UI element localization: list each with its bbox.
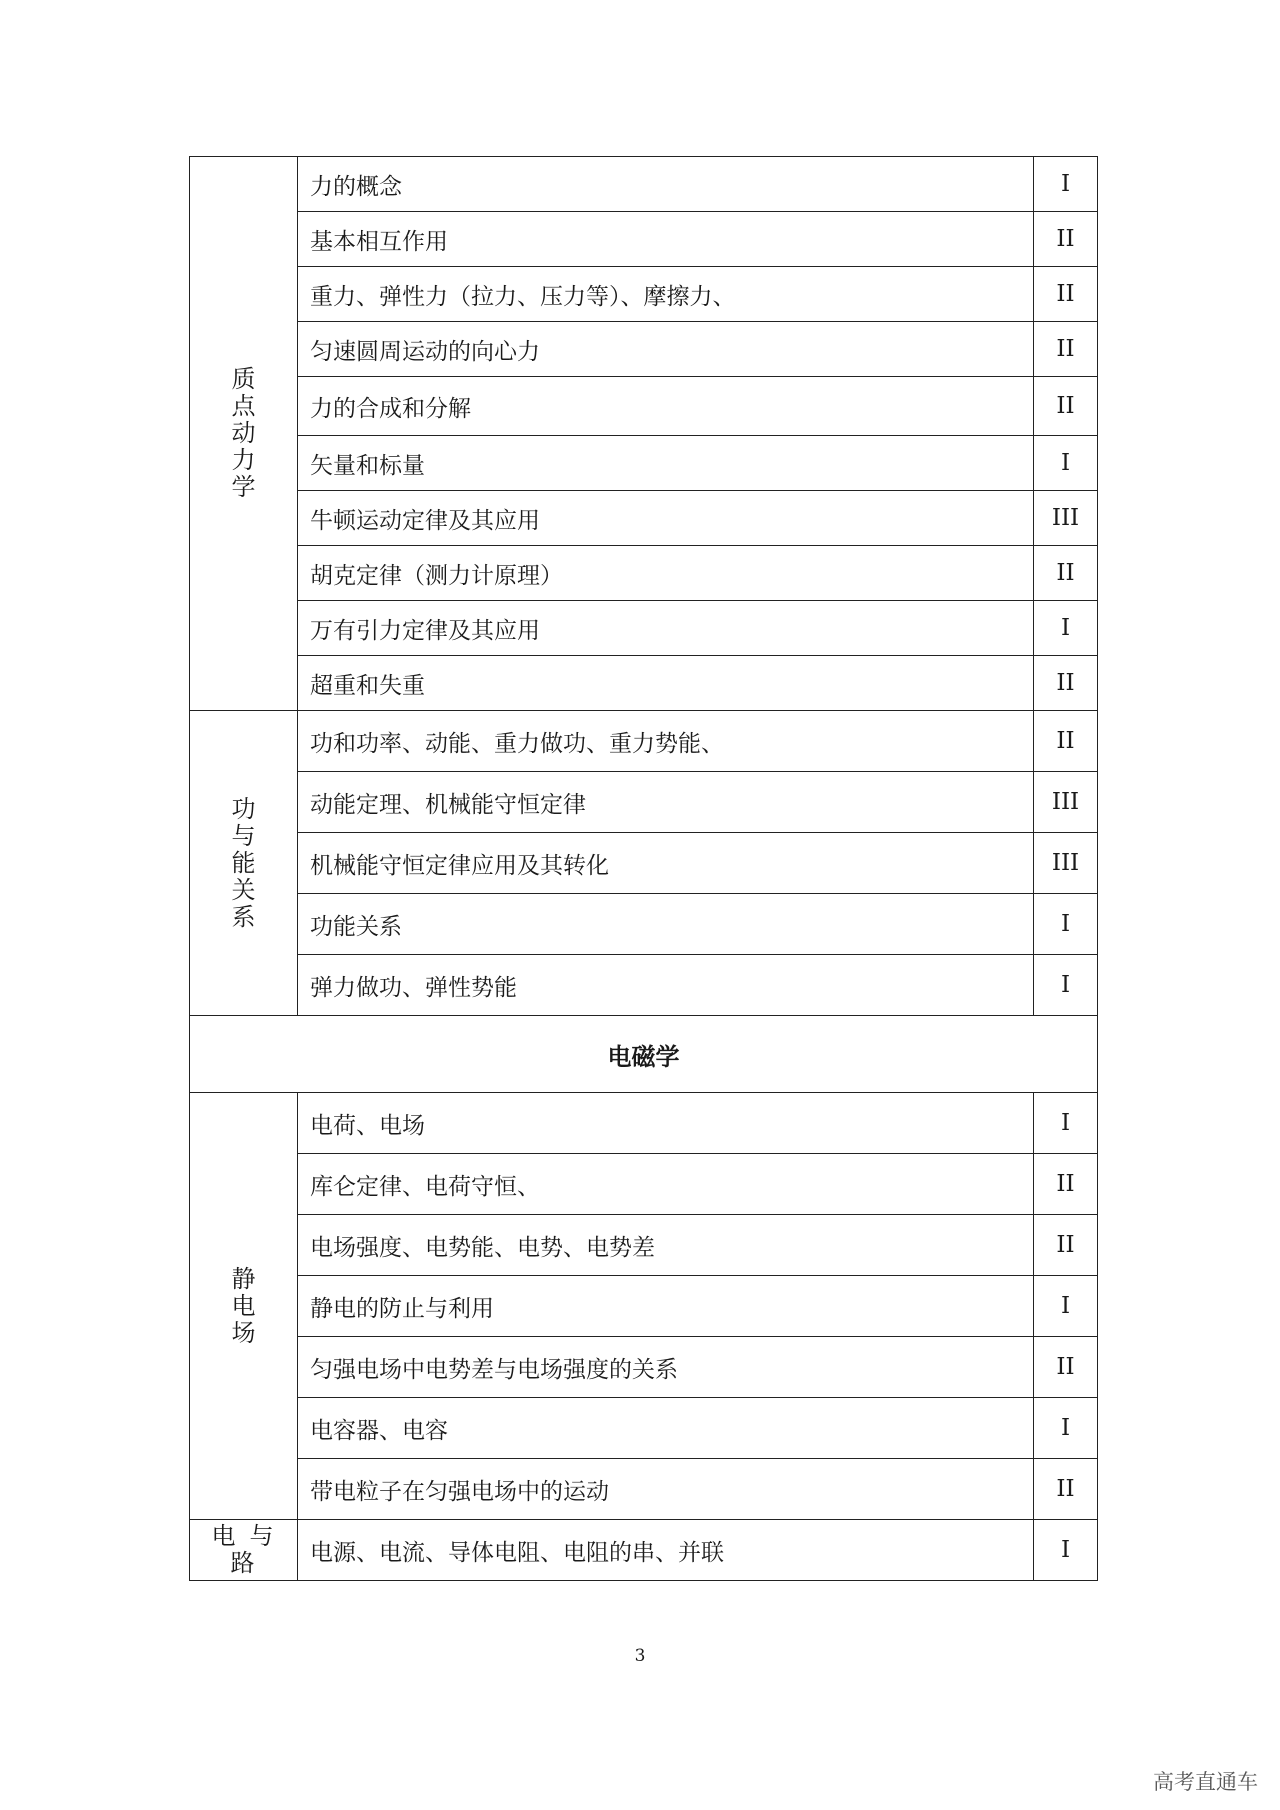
level-cell: II	[1034, 1337, 1098, 1398]
level-cell: II	[1034, 322, 1098, 377]
table-row	[190, 377, 1098, 436]
table-row	[190, 1398, 1098, 1459]
table-row	[190, 1154, 1098, 1215]
item-cell: 库仑定律、电荷守恒、	[298, 1154, 1034, 1215]
level-cell: II	[1034, 546, 1098, 601]
table-row	[190, 1459, 1098, 1520]
table-row	[190, 322, 1098, 377]
level-cell: III	[1034, 833, 1098, 894]
level-cell: II	[1034, 212, 1098, 267]
category-cell: 静电场	[190, 1093, 298, 1520]
section-header-row	[190, 1016, 1098, 1093]
table-row	[190, 833, 1098, 894]
level-cell: II	[1034, 711, 1098, 772]
table-row	[190, 601, 1098, 656]
table-row	[190, 436, 1098, 491]
item-cell: 万有引力定律及其应用	[298, 601, 1034, 656]
table-row	[190, 1276, 1098, 1337]
item-cell: 牛顿运动定律及其应用	[298, 491, 1034, 546]
item-cell: 匀速圆周运动的向心力	[298, 322, 1034, 377]
level-cell: III	[1034, 491, 1098, 546]
level-cell: I	[1034, 1520, 1098, 1581]
level-cell: I	[1034, 1398, 1098, 1459]
page-number: 3	[634, 1646, 646, 1666]
table-row	[190, 894, 1098, 955]
level-cell: I	[1034, 894, 1098, 955]
level-cell: III	[1034, 772, 1098, 833]
section-title: 电磁学	[190, 1016, 1098, 1093]
item-cell: 匀强电场中电势差与电场强度的关系	[298, 1337, 1034, 1398]
item-cell: 功能关系	[298, 894, 1034, 955]
level-cell: II	[1034, 656, 1098, 711]
item-cell: 电场强度、电势能、电势、电势差	[298, 1215, 1034, 1276]
table-row	[190, 1520, 1098, 1581]
table-row	[190, 212, 1098, 267]
level-cell: II	[1034, 377, 1098, 436]
item-cell: 动能定理、机械能守恒定律	[298, 772, 1034, 833]
table-row	[190, 546, 1098, 601]
level-cell: I	[1034, 436, 1098, 491]
item-cell: 基本相互作用	[298, 212, 1034, 267]
level-cell: II	[1034, 267, 1098, 322]
level-cell: I	[1034, 955, 1098, 1016]
item-cell: 矢量和标量	[298, 436, 1034, 491]
item-cell: 电源、电流、导体电阻、电阻的串、并联	[298, 1520, 1034, 1581]
item-cell: 超重和失重	[298, 656, 1034, 711]
table-row	[190, 157, 1098, 212]
item-cell: 胡克定律（测力计原理）	[298, 546, 1034, 601]
table-row	[190, 656, 1098, 711]
level-cell: II	[1034, 1459, 1098, 1520]
table-row	[190, 491, 1098, 546]
table-row	[190, 1093, 1098, 1154]
level-cell: I	[1034, 601, 1098, 656]
level-cell: I	[1034, 1276, 1098, 1337]
item-cell: 重力、弹性力（拉力、压力等）、摩擦力、	[298, 267, 1034, 322]
item-cell: 带电粒子在匀强电场中的运动	[298, 1459, 1034, 1520]
level-cell: II	[1034, 1215, 1098, 1276]
table-row	[190, 1215, 1098, 1276]
item-cell: 弹力做功、弹性势能	[298, 955, 1034, 1016]
table-row	[190, 772, 1098, 833]
level-cell: II	[1034, 1154, 1098, 1215]
table-row	[190, 267, 1098, 322]
item-cell: 静电的防止与利用	[298, 1276, 1034, 1337]
syllabus-table	[189, 156, 1098, 1581]
item-cell: 力的合成和分解	[298, 377, 1034, 436]
category-cell: 质点动力学	[190, 157, 298, 711]
table-row	[190, 711, 1098, 772]
item-cell: 机械能守恒定律应用及其转化	[298, 833, 1034, 894]
category-cell: 电与路	[190, 1520, 298, 1581]
item-cell: 电荷、电场	[298, 1093, 1034, 1154]
item-cell: 力的概念	[298, 157, 1034, 212]
table-row	[190, 955, 1098, 1016]
level-cell: I	[1034, 157, 1098, 212]
watermark: 高考直通车	[1153, 1770, 1258, 1794]
category-cell: 功与能关系	[190, 711, 298, 1016]
item-cell: 电容器、电容	[298, 1398, 1034, 1459]
level-cell: I	[1034, 1093, 1098, 1154]
table-row	[190, 1337, 1098, 1398]
item-cell: 功和功率、动能、重力做功、重力势能、	[298, 711, 1034, 772]
